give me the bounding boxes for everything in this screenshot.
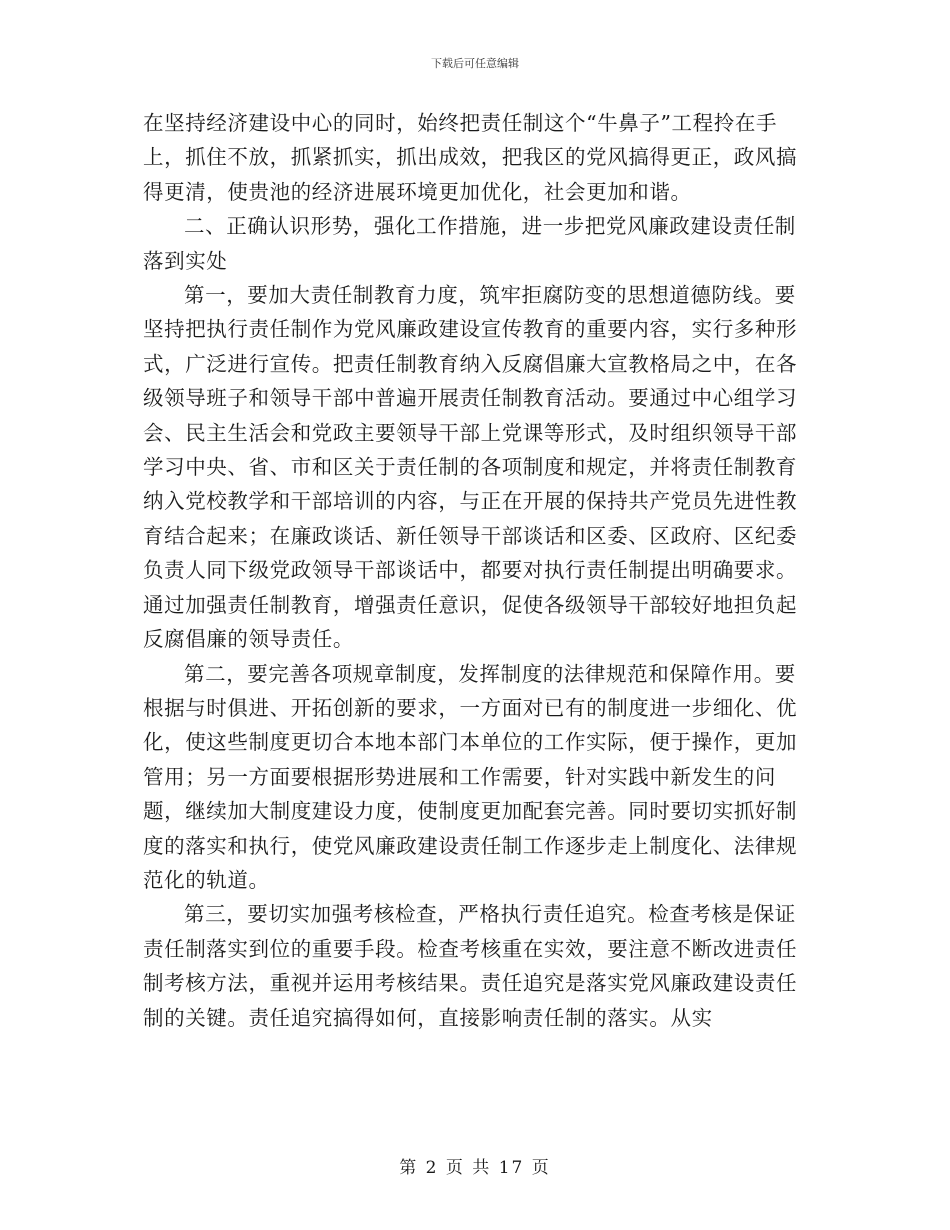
page-number-footer: 第 2 页 共 17 页	[399, 1158, 551, 1178]
paragraph: 第一，要加大责任制教育力度，筑牢拒腐防变的思想道德防线。要坚持把执行责任制作为党风廉政建设宣传教育的重要内容，实行多种形式，广泛进行宣传。把责任制教育纳入反腐倡廉大宣教格局之中，在各级领导班子和领导干部中普遍开展责任制教育活动。要通过中心组学习会、民主生活会和党政主要领导干部上党课等形式，及时组织领导干部学习中央、省、市和区关于责任制的各项制度和规定，并将责任制教育纳入党校教学和干部培训的内容，与正在开展的保持共产党员先进性教育结合起来；在廉政谈话、新任领导干部谈话和区委、区政府、区纪委负责人同下级党政领导干部谈话中，都要对执行责任制提出明确要求。通过加强责任制教育，增强责任意识，促使各级领导干部较好地担负起反腐倡廉的领导责任。	[143, 283, 798, 652]
section-heading: 二、正确认识形势，强化工作措施，进一步把党风廉政建设责任制落到实处	[143, 214, 796, 273]
paragraph: 第三，要切实加强考核检查，严格执行责任追究。检查考核是保证责任制落实到位的重要手段。检查考核重在实效，要注意不断改进责任制考核方法，重视并运用考核结果。责任追究是落实党风廉政建设责任制的关键。责任追究搞得如何，直接影响责任制的落实。从实	[143, 902, 798, 1030]
page-header: 下载后可任意编辑	[431, 57, 519, 70]
paragraph: 第二，要完善各项规章制度，发挥制度的法律规范和保障作用。要根据与时俱进、开拓创新的要求，一方面对已有的制度进一步细化、优化，使这些制度更切合本地本部门本单位的工作实际，便于操作，更加管用；另一方面要根据形势进展和工作需要，针对实践中新发生的问题，继续加大制度建设力度，使制度更加配套完善。同时要切实抓好制度的落实和执行，使党风廉政建设责任制工作逐步走上制度化、法律规范化的轨道。	[143, 661, 798, 892]
document-body	[143, 106, 808, 1035]
paragraph: 在坚持经济建设中心的同时，始终把责任制这个“牛鼻子”工程拎在手上，抓住不放，抓紧抓实，抓出成效，把我区的党风搞得更正，政风搞得更清，使贵池的经济进展环境更加优化，社会更加和谐。	[143, 111, 798, 204]
